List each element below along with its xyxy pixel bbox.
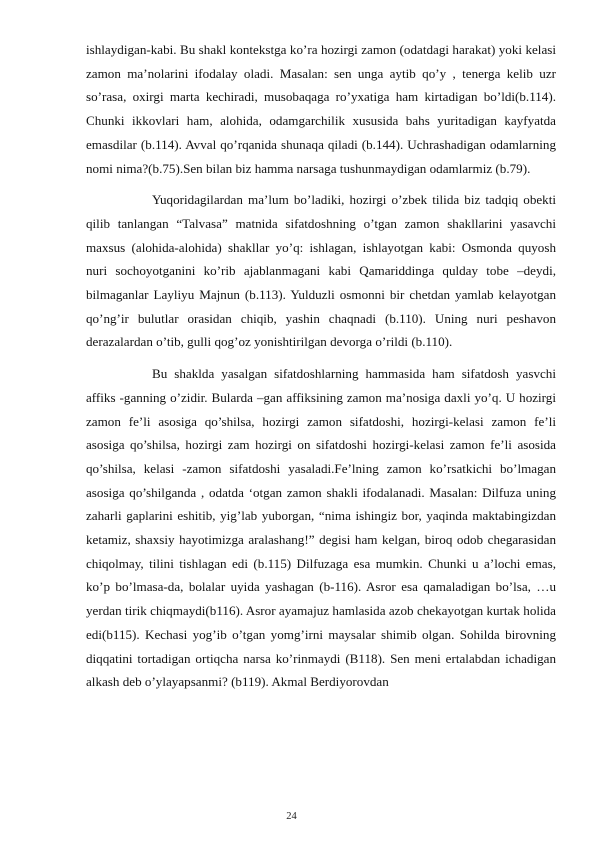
- document-page: [86, 38, 556, 694]
- page-number: 24: [286, 811, 297, 822]
- paragraph-2: Yuqoridagilardan ma’lum bo’ladiki, hozirgi o’zbek tilida biz tadqiq obekti qilib tanlangan “Talvasa” matnida sifatdoshning o’tgan zamon shakllarini yasavchi maxsus (alohida-alohida) shakllar yo’q: ishlagan, ishlayotgan kabi: Osmonda quyosh nuri sochoyotganini ko’rib ajablanmagani kabi Qamariddinga qulday tobe –deydi, bilmaganlar Layliyu Majnun (b.113). Yulduzli osmonni bir chetdan yamlab kelayotgan qo’ng’ir bulutlar orasidan chiqib, yashin chaqnadi (b.110). Uning nuri peshavon derazalardan o’tib, gulli qog’oz yonishtirilgan devorga o’rildi (b.110).: [86, 192, 556, 350]
- paragraph-3: Bu shaklda yasalgan sifatdoshlarning hammasida ham sifatdosh yasvchi affiks -ganning o’zidir. Bularda –gan affiksining zamon ma’nosiga daxli yo’q. U hozirgi zamon fe’li asosiga qo’shilsa, hozirgi zamon sifatdoshi, hozirgi-kelasi zamon fe’li asosiga qo’shilsa, hozirgi zam hozirgi on sifatdoshi hozirgi-kelasi zamon fe’li asosida qo’shilsa, kelasi -zamon sifatdoshi yasaladi.Fe’lning zamon ko’rsatkichi bo’lmagan asosiga qo’shilganda , odatda ‘otgan zamon shakli ifodalanadi. Masalan: Dilfuza uning zaharli gaplarini eshitib, yig’lab yuborgan, “nima ishingiz bor, yaqinda maktabingizdan ketamiz, shaxsiy hayotimizga aralashang!” degisi ham kelgan, biroq odob chegarasidan chiqolmay, tilini tishlagan edi (b.115) Dilfuzaga esa mumkin. Chunki u a’lochi emas, ko’p bo’lmasa-da, bolalar uyida yashagan (b-116). Asror esa qamaladigan bo’lsa, …u yerdan tirik chiqmaydi(b116). Asror ayamajuz hamlasida azob chekayotgan kurtak holida edi(b115). Kechasi yog’ib o’tgan yomg’irni maysalar shimib olgan. Sohilda birovning diqqatini tortadigan ortiqcha narsa ko’rinmaydi (B118). Sen meni ertalabdan ichadigan alkash deb o’ylayapsanmi? (b119). Akmal Berdiyorovdan: [86, 366, 556, 690]
- page-number-footer: [0, 811, 595, 822]
- paragraph-1: ishlaydigan-kabi. Bu shakl kontekstga ko’ra hozirgi zamon (odatdagi harakat) yoki kelasi zamon ma’nolarini ifodalay oladi. Masalan: sen unga aytib qo’y , tenerga kelib uzr so’rasa, oxirgi marta kechiradi, musobaqaga ro’yxatiga ham kirtadigan bo’ldi(b.114). Chunki ikkovlari ham, alohida, odamgarchilik xususida bahs yuritadigan kayfyatda emasdilar (b.114). Avval qo’rqanida shunaqa qiladi (b.144). Uchrashadigan odamlarning nomi nima?(b.75).Sen bilan biz hamma narsaga tushunmaydigan odamlarmiz (b.79).: [86, 42, 556, 176]
